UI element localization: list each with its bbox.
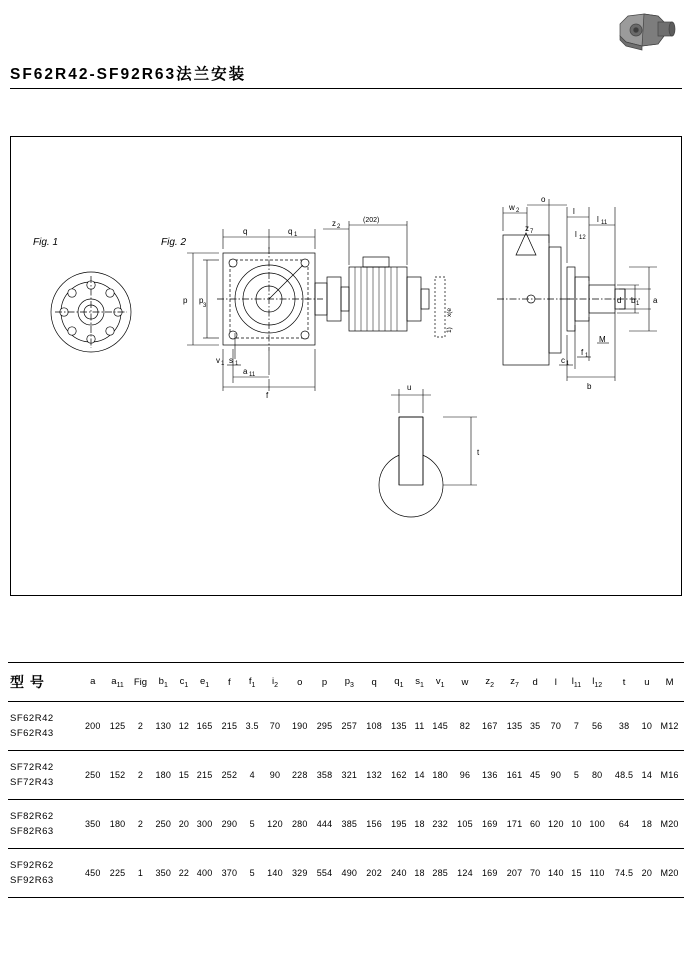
cell-value: 321 — [337, 751, 362, 800]
cell-value: 136 — [477, 751, 502, 800]
column-header-a11: $a_{11}$ — [105, 663, 130, 702]
spec-table-wrap — [8, 662, 684, 898]
cell-value: 350 — [151, 849, 176, 898]
cell-model — [8, 849, 80, 898]
svg-text:(202): (202) — [363, 217, 380, 224]
column-header-f1: $f_1$ — [242, 663, 263, 702]
cell-value: 18 — [411, 800, 428, 849]
cell-value: 161 — [502, 751, 527, 800]
model-line-2: SF62R43 — [10, 728, 54, 739]
page-title: SF62R42-SF92R63法兰安装 — [10, 66, 247, 83]
svg-text:b: b — [631, 296, 636, 305]
cell-value: 14 — [411, 751, 428, 800]
cell-value: 329 — [287, 849, 312, 898]
svg-text:b: b — [587, 382, 592, 391]
svg-text:M: M — [599, 335, 606, 344]
cell-value: 120 — [263, 800, 288, 849]
svg-text:1: 1 — [235, 361, 239, 367]
cell-value: 7 — [568, 702, 585, 751]
column-header-p: p — [312, 663, 337, 702]
cell-value: 165 — [192, 702, 217, 751]
svg-text:1): 1) — [446, 327, 453, 333]
cell-model — [8, 751, 80, 800]
cell-value: 70 — [527, 849, 544, 898]
cell-value: 15 — [568, 849, 585, 898]
cell-value: 135 — [502, 702, 527, 751]
cell-value: 5 — [242, 800, 263, 849]
cell-model — [8, 800, 80, 849]
svg-text:o: o — [541, 195, 546, 204]
page-title-block — [10, 62, 682, 89]
cell-value: 444 — [312, 800, 337, 849]
cell-value: 358 — [312, 751, 337, 800]
technical-drawing — [11, 137, 681, 595]
model-line-2: SF92R63 — [10, 875, 54, 886]
cell-value: 169 — [477, 849, 502, 898]
model-line-2: SF82R63 — [10, 826, 54, 837]
column-header-l11: $l_{11}$ — [568, 663, 585, 702]
cell-value: 90 — [263, 751, 288, 800]
cell-value: 56 — [585, 702, 610, 751]
spec-table — [8, 662, 684, 898]
cell-value: 48.5 — [610, 751, 639, 800]
cell-value: 215 — [217, 702, 242, 751]
cell-value: 200 — [80, 702, 105, 751]
svg-text:11: 11 — [249, 372, 256, 378]
cell-value: 15 — [176, 751, 193, 800]
svg-text:l: l — [597, 215, 599, 224]
cell-value: 152 — [105, 751, 130, 800]
svg-text:Fig. 1: Fig. 1 — [33, 237, 59, 248]
cell-value: 110 — [585, 849, 610, 898]
column-header-w: w — [453, 663, 478, 702]
cell-value: 18 — [639, 800, 656, 849]
cell-value: M12 — [655, 702, 684, 751]
cell-value: 2 — [130, 751, 151, 800]
cell-value: 225 — [105, 849, 130, 898]
gearbox-thumbnail-icon — [614, 6, 680, 52]
column-header-a: a — [80, 663, 105, 702]
cell-value: 108 — [362, 702, 387, 751]
table-body — [8, 702, 684, 898]
column-header-fig: Fig — [130, 663, 151, 702]
cell-value: 5 — [242, 849, 263, 898]
cell-value: 285 — [428, 849, 453, 898]
svg-text:d: d — [617, 296, 622, 305]
cell-value: 554 — [312, 849, 337, 898]
svg-text:q: q — [288, 227, 293, 236]
svg-text:z: z — [332, 219, 336, 228]
cell-value: 228 — [287, 751, 312, 800]
cell-value: 350 — [80, 800, 105, 849]
svg-text:p: p — [199, 296, 204, 305]
svg-text:c: c — [561, 356, 565, 365]
cell-value: 490 — [337, 849, 362, 898]
svg-text:a: a — [243, 367, 248, 376]
cell-value: 18 — [411, 849, 428, 898]
svg-text:a: a — [653, 296, 658, 305]
cell-value: 385 — [337, 800, 362, 849]
column-header-l: l — [543, 663, 568, 702]
svg-text:l: l — [573, 207, 575, 216]
cell-value: 240 — [386, 849, 411, 898]
svg-text:7: 7 — [530, 229, 534, 235]
column-header-d: d — [527, 663, 544, 702]
svg-text:1: 1 — [636, 301, 640, 307]
column-header-o: o — [287, 663, 312, 702]
svg-text:f: f — [581, 348, 584, 357]
column-header-q: q — [362, 663, 387, 702]
cell-value: 250 — [80, 751, 105, 800]
cell-value: 207 — [502, 849, 527, 898]
cell-value: 135 — [386, 702, 411, 751]
cell-value: 300 — [192, 800, 217, 849]
cell-value: 162 — [386, 751, 411, 800]
column-header-c1: $c_1$ — [176, 663, 193, 702]
column-header-i2: $i_2$ — [263, 663, 288, 702]
cell-value: M16 — [655, 751, 684, 800]
technical-drawing-panel — [10, 136, 682, 596]
cell-value: 5 — [568, 751, 585, 800]
cell-value: 70 — [543, 702, 568, 751]
cell-value: 169 — [477, 800, 502, 849]
table-row — [8, 849, 684, 898]
column-header-s1: $s_1$ — [411, 663, 428, 702]
cell-value: 74.5 — [610, 849, 639, 898]
cell-value: 280 — [287, 800, 312, 849]
table-row — [8, 800, 684, 849]
cell-value: 156 — [362, 800, 387, 849]
svg-text:2: 2 — [337, 224, 341, 230]
column-header-l12: $l_{12}$ — [585, 663, 610, 702]
cell-value: 10 — [568, 800, 585, 849]
cell-value: 1 — [130, 849, 151, 898]
cell-value: 2 — [130, 702, 151, 751]
cell-value: 252 — [217, 751, 242, 800]
column-header-q1: $q_1$ — [386, 663, 411, 702]
svg-text:1: 1 — [221, 361, 225, 367]
cell-value: 11 — [411, 702, 428, 751]
svg-text:p: p — [183, 296, 188, 305]
cell-value: 45 — [527, 751, 544, 800]
cell-value: 295 — [312, 702, 337, 751]
cell-value: 82 — [453, 702, 478, 751]
svg-text:l: l — [575, 230, 577, 239]
cell-value: 215 — [192, 751, 217, 800]
column-header-z2: $z_2$ — [477, 663, 502, 702]
model-line-2: SF72R43 — [10, 777, 54, 788]
cell-value: 12 — [176, 702, 193, 751]
svg-text:1: 1 — [566, 361, 570, 367]
cell-value: 70 — [263, 702, 288, 751]
cell-value: 450 — [80, 849, 105, 898]
column-header-p3: $p_3$ — [337, 663, 362, 702]
table-row — [8, 702, 684, 751]
cell-value: 38 — [610, 702, 639, 751]
cell-value: 370 — [217, 849, 242, 898]
cell-value: M20 — [655, 800, 684, 849]
model-line-1: SF62R42 — [10, 713, 54, 724]
svg-text:v: v — [216, 356, 220, 365]
column-header-m: M — [655, 663, 684, 702]
cell-value: 145 — [428, 702, 453, 751]
column-header-model: 型 号 — [8, 663, 80, 702]
cell-value: 3.5 — [242, 702, 263, 751]
cell-value: 257 — [337, 702, 362, 751]
cell-value: 64 — [610, 800, 639, 849]
cell-value: 2 — [130, 800, 151, 849]
svg-text:1: 1 — [585, 353, 589, 359]
model-line-1: SF72R42 — [10, 762, 54, 773]
cell-value: 171 — [502, 800, 527, 849]
svg-text:2: 2 — [516, 208, 520, 214]
cell-value: 90 — [543, 751, 568, 800]
cell-model — [8, 702, 80, 751]
cell-value: 124 — [453, 849, 478, 898]
column-header-v1: $v_1$ — [428, 663, 453, 702]
cell-value: 35 — [527, 702, 544, 751]
cell-value: M20 — [655, 849, 684, 898]
cell-value: 232 — [428, 800, 453, 849]
cell-value: 202 — [362, 849, 387, 898]
title-divider — [10, 88, 682, 89]
svg-text:w: w — [509, 203, 515, 212]
cell-value: 140 — [543, 849, 568, 898]
svg-text:z: z — [525, 224, 529, 233]
svg-text:Fig. 2: Fig. 2 — [161, 237, 187, 248]
column-header-u: u — [639, 663, 656, 702]
cell-value: 400 — [192, 849, 217, 898]
svg-text:f: f — [266, 391, 269, 400]
cell-value: 120 — [543, 800, 568, 849]
cell-value: 80 — [585, 751, 610, 800]
cell-value: 180 — [151, 751, 176, 800]
cell-value: 14 — [639, 751, 656, 800]
column-header-t: t — [610, 663, 639, 702]
cell-value: 140 — [263, 849, 288, 898]
cell-value: 132 — [362, 751, 387, 800]
cell-value: 125 — [105, 702, 130, 751]
model-line-1: SF82R62 — [10, 811, 54, 822]
svg-text:1: 1 — [294, 232, 298, 238]
svg-text:3: 3 — [203, 303, 207, 309]
column-header-e1: $e_1$ — [192, 663, 217, 702]
cell-value: 20 — [639, 849, 656, 898]
svg-text:x(e: x(e — [446, 307, 453, 317]
cell-value: 96 — [453, 751, 478, 800]
cell-value: 20 — [176, 800, 193, 849]
cell-value: 180 — [105, 800, 130, 849]
column-header-f: f — [217, 663, 242, 702]
svg-text:11: 11 — [601, 220, 608, 226]
cell-value: 4 — [242, 751, 263, 800]
cell-value: 167 — [477, 702, 502, 751]
cell-value: 60 — [527, 800, 544, 849]
svg-text:s: s — [229, 356, 233, 365]
column-header-z7: $z_7$ — [502, 663, 527, 702]
cell-value: 130 — [151, 702, 176, 751]
svg-text:12: 12 — [579, 235, 586, 241]
cell-value: 250 — [151, 800, 176, 849]
cell-value: 22 — [176, 849, 193, 898]
cell-value: 190 — [287, 702, 312, 751]
cell-value: 180 — [428, 751, 453, 800]
cell-value: 290 — [217, 800, 242, 849]
svg-text:u: u — [407, 383, 412, 392]
svg-text:t: t — [477, 448, 480, 457]
cell-value: 105 — [453, 800, 478, 849]
table-header-row — [8, 663, 684, 702]
column-header-b1: $b_1$ — [151, 663, 176, 702]
model-line-1: SF92R62 — [10, 860, 54, 871]
cell-value: 195 — [386, 800, 411, 849]
cell-value: 10 — [639, 702, 656, 751]
cell-value: 100 — [585, 800, 610, 849]
table-row — [8, 751, 684, 800]
svg-text:q: q — [243, 227, 248, 236]
